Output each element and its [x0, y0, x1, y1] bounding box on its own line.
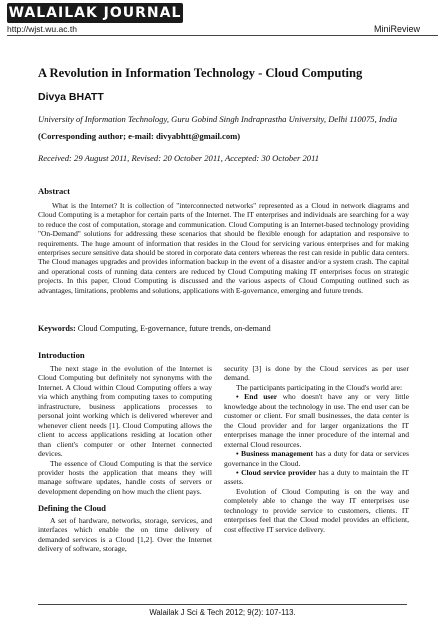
bullet-end-user-label: • End user [236, 392, 278, 402]
keywords-text: Cloud Computing, E-governance, future trends, on-demand [77, 324, 271, 333]
bullet-business-label: • Business management [236, 449, 314, 459]
article-dates: Received: 29 August 2011, Revised: 20 October 2011, Accepted: 30 October 2011 [38, 153, 320, 163]
header-rule [7, 35, 438, 36]
right-paragraph-1: security [3] is done by the Cloud services as per user demand. [224, 364, 409, 383]
bullet-provider-label: • Cloud service provider [236, 467, 317, 477]
author-affiliation: University of Information Technology, Guru Gobind Singh Indraprastha University, Delhi 110075, India [38, 114, 398, 124]
defining-cloud-paragraph: A set of hardware, networks, storage, services, and interfaces which enable the on time delivery of demanded services is a Cloud [1,2]. Over the Internet delivery of software, storage, [38, 515, 212, 554]
intro-paragraph-2: The essence of Cloud Computing is that the service provider hosts the application that means they will manage software updates, handle costs of servers or development depending on how much the client pays. [38, 458, 212, 496]
bullet-provider-text: has a duty to maintain the IT assets. [224, 467, 409, 487]
left-column [38, 364, 212, 554]
correspondence: (Corresponding author; e-mail: divyabhtt@gmail.com) [38, 131, 241, 141]
footer-citation: Walailak J Sci & Tech 2012; 9(2): 107-113. [149, 608, 296, 617]
footer-rule [38, 604, 407, 605]
bullet-end-user-text: who doesn't have any or very little knowledge about the technology in use. The end user can be customer or client. For small businesses, the data center is the Cloud provider and for larger organizations the IT enterprises manage the inner procedure of the internal and external Cloud resources. [224, 392, 409, 449]
bullet-end-user [224, 392, 409, 449]
bullet-business-management [224, 449, 409, 468]
author-name: Divya BHATT [38, 91, 104, 103]
keywords-label: Keywords: [38, 324, 76, 333]
article-title: A Revolution in Information Technology - Cloud Computing [38, 66, 363, 80]
journal-url[interactable]: http://wjst.wu.ac.th [7, 24, 77, 34]
right-paragraph-2: The participants participating in the Cloud's world are: [236, 382, 403, 392]
defining-cloud-heading: Defining the Cloud [38, 504, 106, 514]
right-column [224, 364, 409, 534]
right-paragraph-3: Evolution of Cloud Computing is on the way and completely able to change the way IT enterprises use technology to provide service to customers, clients. IT enterprises feel that the Cloud model provides an efficient, cost effective IT service delivery. [224, 486, 409, 534]
abstract-text: What is the Internet? It is collection of "interconnected networks" represented as a Cloud in network diagrams and Cloud Computing is a metaphor for certain parts of the Internet. The IT enterprises and individuals are searching for a way to reduce the cost of computation, storage and communication. Cloud Computing is an Internet-based technology providing "On-Demand" solutions for addressing these scenarios that should be flexible enough for adaptation and responsive to requirements. The huge amount of information that resides in the Cloud for servicing various enterprises and for making enterprises secure sensitive data should be stored in corporate data centers whereas the rest can reside in public data centers. The Cloud manages upgrades and provides information backup in the event of a disaster and/or a system crash. The capital and operational costs of running data centers are reduced by Cloud Computing making IT enterprises focus on strategic projects. In this paper, Cloud Computing is discussed and the various aspects of Cloud Computing outlined such as advantages, limitations, problems and solutions, applications with E-governance, emerging and future trends. [38, 201, 409, 295]
intro-paragraph-1: The next stage in the evolution of the Internet is Cloud Computing but definitely not synonyms with the Internet. A Cloud within Cloud Computing offers a way via which anything from computing taxes to computing infrastructure, business applications processes to personal joint working which is delivered wherever and whenever client needs [1]. Cloud Computing allows the client to access applications residing at location other than client's computer or other Internet connected devices. [38, 364, 212, 459]
introduction-heading: Introduction [38, 350, 85, 360]
bullet-cloud-provider [224, 468, 409, 487]
bullet-business-text: has a duty for data or services governance in the Cloud. [224, 449, 410, 468]
journal-masthead: WALAILAK JOURNAL [8, 5, 182, 21]
abstract-heading: Abstract [38, 186, 70, 196]
section-label: MiniReview [373, 24, 420, 34]
keywords [38, 324, 409, 333]
